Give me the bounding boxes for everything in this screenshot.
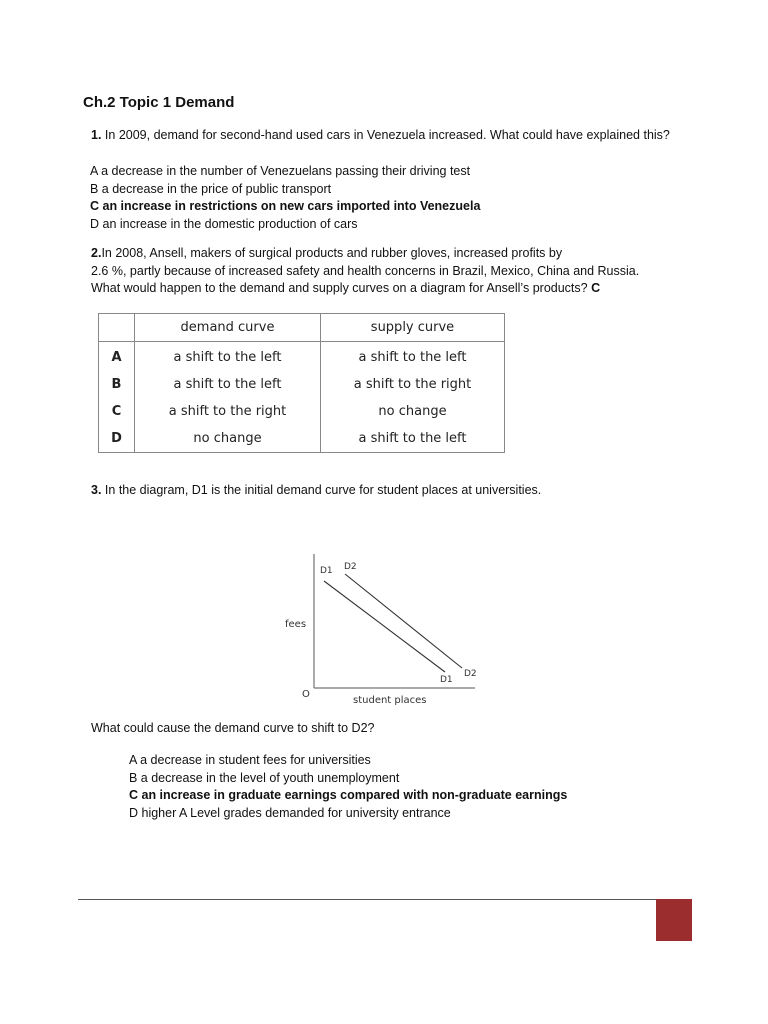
table-cell-supply: a shift to the left xyxy=(358,431,467,446)
d1-bottom-label: D1 xyxy=(440,675,453,685)
question-1-stem: In 2009, demand for second-hand used cars in Venezuela increased. What could have explained this? xyxy=(104,128,670,142)
table-header-row xyxy=(99,314,505,342)
table-cell-demand: a shift to the right xyxy=(135,398,321,425)
d2-top-label: D2 xyxy=(344,562,357,572)
question-3-prompt: What could cause the demand curve to shift to D2? xyxy=(91,721,375,735)
table-cell-demand: a shift to the left xyxy=(135,371,321,398)
question-2-line-1: In 2008, Ansell, makers of surgical products and rubber gloves, increased profits by xyxy=(101,246,563,260)
q1-option-c-correct: C an increase in restrictions on new cars imported into Venezuela xyxy=(90,199,481,213)
table-cell-supply: no change xyxy=(378,404,447,419)
table-cell-demand: a shift to the left xyxy=(135,342,321,372)
q3-option-c-correct: C an increase in graduate earnings compared with non-graduate earnings xyxy=(129,788,568,802)
table-row xyxy=(99,398,505,425)
table-row-letter: A xyxy=(99,342,135,372)
table-row-letter: C xyxy=(99,398,135,425)
table-cell-supply: a shift to the left xyxy=(358,350,467,365)
table-cell-demand: no change xyxy=(135,425,321,453)
footer-divider xyxy=(78,899,658,900)
table-row xyxy=(99,371,505,398)
question-1-number: 1. xyxy=(91,128,102,142)
diagram-background xyxy=(280,548,490,710)
q1-option-d: D an increase in the domestic production of cars xyxy=(90,216,358,231)
table-header-demand: demand curve xyxy=(135,314,321,342)
page-title: Ch.2 Topic 1 Demand xyxy=(83,94,235,111)
demand-shift-diagram xyxy=(280,548,490,710)
question-2-line-3: What would happen to the demand and supply curves on a diagram for Ansell’s products? xyxy=(91,281,588,295)
d1-top-label: D1 xyxy=(320,566,333,576)
origin-label: O xyxy=(302,689,310,700)
q1-option-a: A a decrease in the number of Venezuelans passing their driving test xyxy=(90,164,471,178)
question-2-line-2: 2.6 %, partly because of increased safety and health concerns in Brazil, Mexico, China and Russia. xyxy=(91,263,640,278)
q1-option-b: B a decrease in the price of public transport xyxy=(90,181,332,196)
q3-option-a: A a decrease in student fees for universities xyxy=(129,753,371,767)
question-3-options xyxy=(129,752,567,822)
y-axis-label: fees xyxy=(285,619,307,630)
table-row-letter: D xyxy=(99,425,135,453)
question-3-number: 3. xyxy=(91,483,102,497)
question-2-number: 2. xyxy=(91,246,102,260)
question-2-answer: C xyxy=(591,281,601,295)
table-header-blank xyxy=(99,314,135,342)
question-1-options xyxy=(90,163,480,233)
d2-bottom-label: D2 xyxy=(464,669,477,679)
footer-accent-block xyxy=(656,899,692,941)
question-2-text xyxy=(91,245,639,298)
x-axis-label: student places xyxy=(353,695,427,706)
q3-option-b: B a decrease in the level of youth unemployment xyxy=(129,770,400,785)
table-row-letter: B xyxy=(99,371,135,398)
table-row xyxy=(99,342,505,372)
question-1-text xyxy=(91,127,670,145)
table-cell-supply: a shift to the right xyxy=(353,377,472,392)
table-row xyxy=(99,425,505,453)
q3-option-d: D higher A Level grades demanded for university entrance xyxy=(129,805,451,820)
table-header-supply: supply curve xyxy=(321,314,505,342)
question-3-stem: In the diagram, D1 is the initial demand curve for student places at universities. xyxy=(104,483,542,497)
question-3-text xyxy=(91,482,541,500)
question-2-table xyxy=(98,313,505,453)
